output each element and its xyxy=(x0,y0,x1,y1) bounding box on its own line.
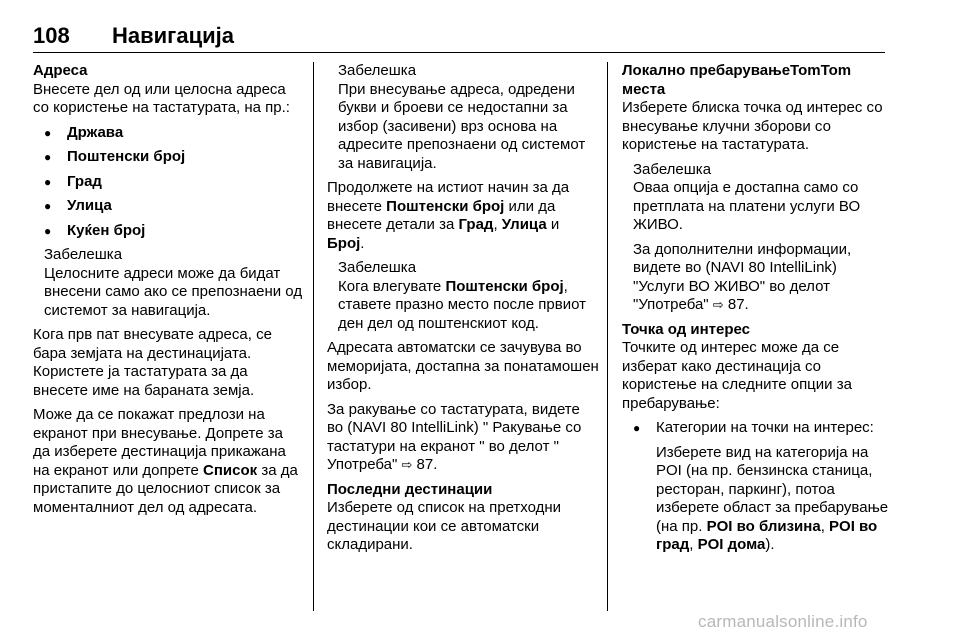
local-search-heading: Локално пребарувањеTomTom места xyxy=(622,62,852,98)
text-run: За дополнителни информации, видете во (NAVI 80 IntelliLink) "Услуги ВО ЖИВО" во делот "Употреба" xyxy=(633,240,852,313)
text-run: , ставете празно место после првиот ден дел од поштенскиот код. xyxy=(338,277,586,332)
bold-term: Град xyxy=(458,216,494,233)
poi-category-description xyxy=(622,444,890,555)
text-run: и xyxy=(546,216,560,233)
bold-term: Поштенски број xyxy=(445,277,564,295)
local-search-section xyxy=(622,62,890,155)
text-run: За ракување со тастатурата, видете во (NAVI 80 IntelliLink) " Ракување со тастатури на екранот " во делот " Употреба" xyxy=(327,400,582,473)
poi-option-list xyxy=(622,419,890,438)
text-run: , xyxy=(493,216,502,233)
list-item: ● Куќен број xyxy=(33,222,303,241)
note-box xyxy=(338,259,599,333)
note-title: Забелешка xyxy=(338,259,417,276)
page-reference-arrow-icon: ⇨ xyxy=(712,297,724,312)
note-box xyxy=(44,246,303,320)
column-divider-right xyxy=(607,62,608,611)
text-run: , xyxy=(689,536,698,553)
paragraph xyxy=(327,401,599,475)
bold-term: POI во близина xyxy=(706,517,821,535)
paragraph xyxy=(33,406,303,517)
text-run: 87. xyxy=(412,456,438,473)
note-text: При внесување адреса, одредени букви и броеви се недостапни за избор (засивени) врз основа на адресите препознаени од системот за навигација. xyxy=(338,80,586,172)
text-run: Продолжете на истиот начин за да внесете xyxy=(327,179,570,215)
address-intro: Внесете дел од или целосна адреса со користење на тастатурата, на пр.: xyxy=(33,80,290,116)
note-text xyxy=(338,278,586,332)
text-run: Кога влегувате xyxy=(338,277,446,295)
bold-term-list: Список xyxy=(203,461,258,479)
note-title: Забелешка xyxy=(338,62,417,79)
note-text xyxy=(633,241,890,315)
watermark: carmanualsonline.info xyxy=(698,612,868,631)
text-run: . xyxy=(360,234,365,252)
bold-term: POI во град xyxy=(656,517,878,553)
page-header xyxy=(33,22,885,50)
poi-section xyxy=(622,321,890,414)
list-item: ● Држава xyxy=(33,124,303,143)
note-box xyxy=(338,62,599,173)
page-title: Навигација xyxy=(112,23,234,48)
list-item: ● Град xyxy=(33,173,303,192)
note-title: Забелешка xyxy=(44,246,123,263)
text-run: или да внесете детали за xyxy=(327,197,556,233)
column-divider-left xyxy=(313,62,314,611)
note-box xyxy=(633,161,890,315)
poi-heading: Точка од интерес xyxy=(622,320,751,338)
page-number: 108 xyxy=(33,23,70,48)
paragraph xyxy=(327,179,599,253)
column-2 xyxy=(327,62,599,561)
list-item: ● Улица xyxy=(33,197,303,216)
note-text: Оваа опција е достапна само со претплата на платени услуги ВО ЖИВО. xyxy=(633,179,861,233)
address-field-list xyxy=(33,124,303,241)
text-run: , xyxy=(820,517,830,535)
paragraph: Адресата автоматски се зачувува во меморијата, достапна за понатамошен избор. xyxy=(327,339,599,393)
note-text: Целосните адреси може да бидат внесени само ако се препознаени од системот за навигација. xyxy=(44,264,303,319)
address-section xyxy=(33,62,303,118)
column-3 xyxy=(622,62,890,561)
column-1 xyxy=(33,62,303,523)
bold-term: Улица xyxy=(501,216,547,233)
text-run: Може да се покажат предлози на екранот при внесување. Допрете за да изберете дестинација прикажана на екранот или допрете xyxy=(33,406,286,479)
text-run: за да пристапите до целосниот список за моменталниот дел од адресата. xyxy=(33,461,298,516)
paragraph xyxy=(656,444,890,555)
bold-term: Број xyxy=(327,234,361,252)
page-reference-arrow-icon: ⇨ xyxy=(401,457,413,472)
recent-destinations-section xyxy=(327,481,599,555)
text-run: ). xyxy=(765,536,775,553)
text-run: 87. xyxy=(723,296,749,313)
text-run: Изберете вид на категорија на POI (на пр. бензинска станица, ресторан, паркинг), потоа изберете област за пребарување (на пр. xyxy=(656,443,889,535)
address-heading: Адреса xyxy=(33,62,88,79)
list-item: ● Категории на точки на интерес: xyxy=(622,419,890,438)
poi-text: Точките од интерес може да се изберат како дестинација со користење на следните опции за пребарување: xyxy=(622,339,852,412)
paragraph: Кога прв пат внесувате адреса, се бара земјата на дестинацијата. Користете ја тастатурата за да внесете име на бараната земја. xyxy=(33,326,272,399)
note-title: Забелешка xyxy=(633,160,712,178)
header-rule xyxy=(33,52,885,53)
recent-destinations-text: Изберете од список на претходни дестинации кои се автоматски складирани. xyxy=(327,499,562,553)
local-search-text: Изберете блиска точка од интерес со внесување клучни зборови со користење на тастатурата. xyxy=(622,99,883,153)
bold-term: POI дома xyxy=(697,536,766,553)
bold-term: Поштенски број xyxy=(386,197,505,215)
recent-destinations-heading: Последни дестинации xyxy=(327,480,493,498)
list-item: ● Поштенски број xyxy=(33,148,303,167)
